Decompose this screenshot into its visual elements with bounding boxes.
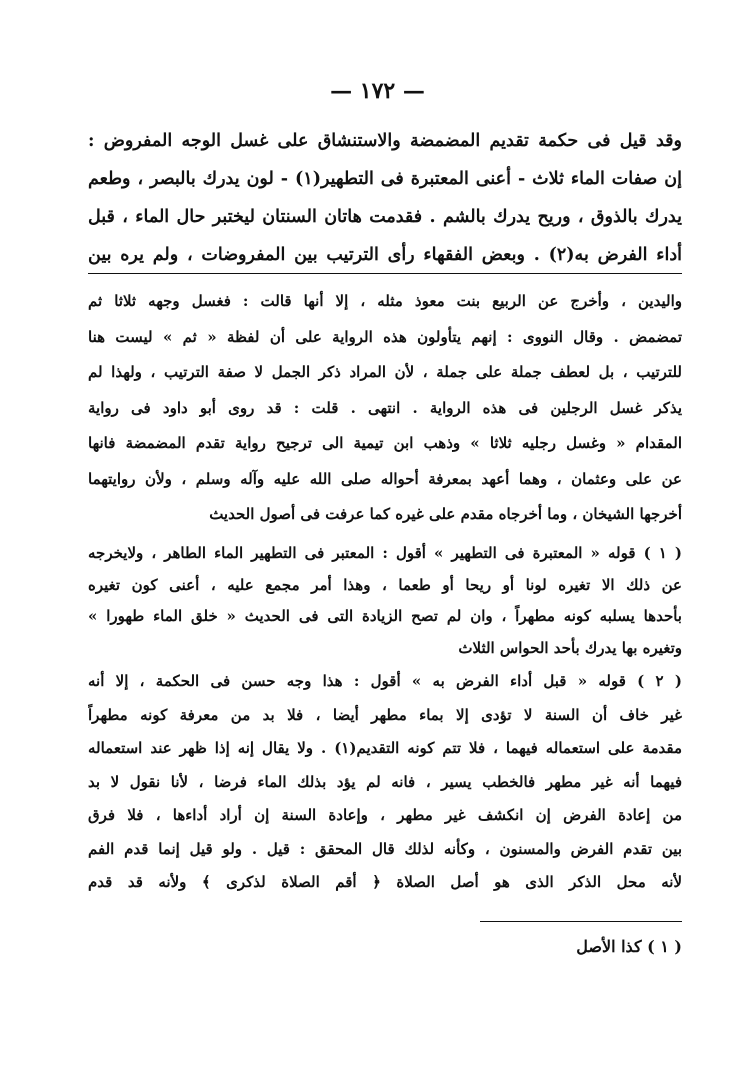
main-text-line: وقد قيل فى حكمة تقديم المضمضة والاستنشاق على غسل الوجه المفروض : xyxy=(88,131,682,151)
commentary-line: بين تقدم الفرض والمسنون ، وكأنه لذلك قال المحقق : قيل . ولو قيل إنما قدم الفم xyxy=(88,839,682,858)
commentary-line: للترتيب ، بل لعطف جملة على جملة ، لأن المراد ذكر الجمل لا صفة الترتيب ، ولهذا لم xyxy=(88,363,682,381)
commentary-block-continued xyxy=(88,284,682,533)
commentary-line: عن ذلك الا تغيره لونا أو ريحا أو طعما ، وهذا أمر مجمع عليه ، أعنى كون تغيره xyxy=(88,575,682,594)
commentary-line: ( ٢ ) قوله « قبل أداء الفرض به » أقول : هذا وجه حسن فى الحكمة ، إلا أنه xyxy=(88,672,682,690)
commentary-line: وتغيره بها يدرك بأحد الحواس الثلاث xyxy=(458,638,682,657)
commentary-line: أخرجها الشيخان ، وما أخرجاه مقدم على غيره كما عرفت فى أصول الحديث xyxy=(209,505,682,523)
main-text-line: إن صفات الماء ثلاث - أعنى المعتبرة فى التطهير(١) - لون يدرك بالبصر ، وطعم xyxy=(88,169,682,189)
commentary-line: ( ١ ) قوله « المعتبرة فى التطهير » أقول : المعتبر فى التطهير الماء الطاهر ، ولايخرجه xyxy=(88,544,682,562)
commentary-line: يذكر غسل الرجلين فى هذه الرواية . انتهى . قلت : قد روى أبو داود فى رواية xyxy=(88,398,682,417)
main-text-divider xyxy=(88,273,682,274)
commentary-line: من إعادة الفرض إن انكشف غير مطهر ، وإعادة السنة إن أراد أداءها ، فلا فرق xyxy=(88,806,682,824)
footnote-divider xyxy=(480,921,682,922)
commentary-line: واليدين ، وأخرج عن الربيع بنت معوذ مثله ، إلا أنها قالت : فغسل وجهه ثلاثا ثم xyxy=(88,292,682,310)
main-text-line: أداء الفرض به(٢) . وبعض الفقهاء رأى الترتيب بين المفروضات ، ولم يره بين xyxy=(88,245,682,265)
commentary-line: عن على وعثمان ، وهما أعهد بمعرفة أحواله صلى الله عليه وآله وسلم ، ولأن روايتهما xyxy=(88,469,682,488)
commentary-line: تمضمض . وقال النووى : إنهم يتأولون هذه الرواية على أن لفظة « ثم » ليست هنا xyxy=(88,327,682,346)
commentary-line: لأنه محل الذكر الذى هو أصل الصلاة ﴿ أقم الصلاة لذكرى ﴾ ولأنه قد قدم xyxy=(88,873,682,891)
commentary-note-1 xyxy=(88,538,682,664)
main-text-block xyxy=(88,122,682,274)
commentary-line: المقدام « وغسل رجليه ثلاثا » وذهب ابن تيمية الى ترجيح رواية تقدم المضمضة فانها xyxy=(88,434,682,452)
commentary-note-2 xyxy=(88,665,682,900)
footnote: ( ١ ) كذا الأصل xyxy=(576,937,682,956)
page-number: — ١٧٢ — xyxy=(330,78,425,104)
commentary-line: بأحدها يسلبه كونه مطهراً ، وان لم تصح الزيادة التى فى الحديث « خلق الماء طهورا » xyxy=(88,607,682,625)
commentary-line: غير خاف أن السنة لا تؤدى إلا بماء مطهر أيضا ، فلا بد من معرفة كونه مطهراً xyxy=(88,705,682,724)
commentary-line: فيهما أنه غير مطهر فالخطب يسير ، فانه لم يؤد بذلك الماء فرضا ، لأنا نقول لا بد xyxy=(88,772,682,791)
commentary-line: مقدمة على استعماله فيهما ، فلا تتم كونه التقديم(١) . ولا يقال إنه إذا ظهر عند استعماله xyxy=(88,739,682,757)
main-text-line: يدرك بالذوق ، وريح يدرك بالشم . فقدمت هاتان السنتان ليختبر حال الماء ، قبل xyxy=(88,207,682,227)
